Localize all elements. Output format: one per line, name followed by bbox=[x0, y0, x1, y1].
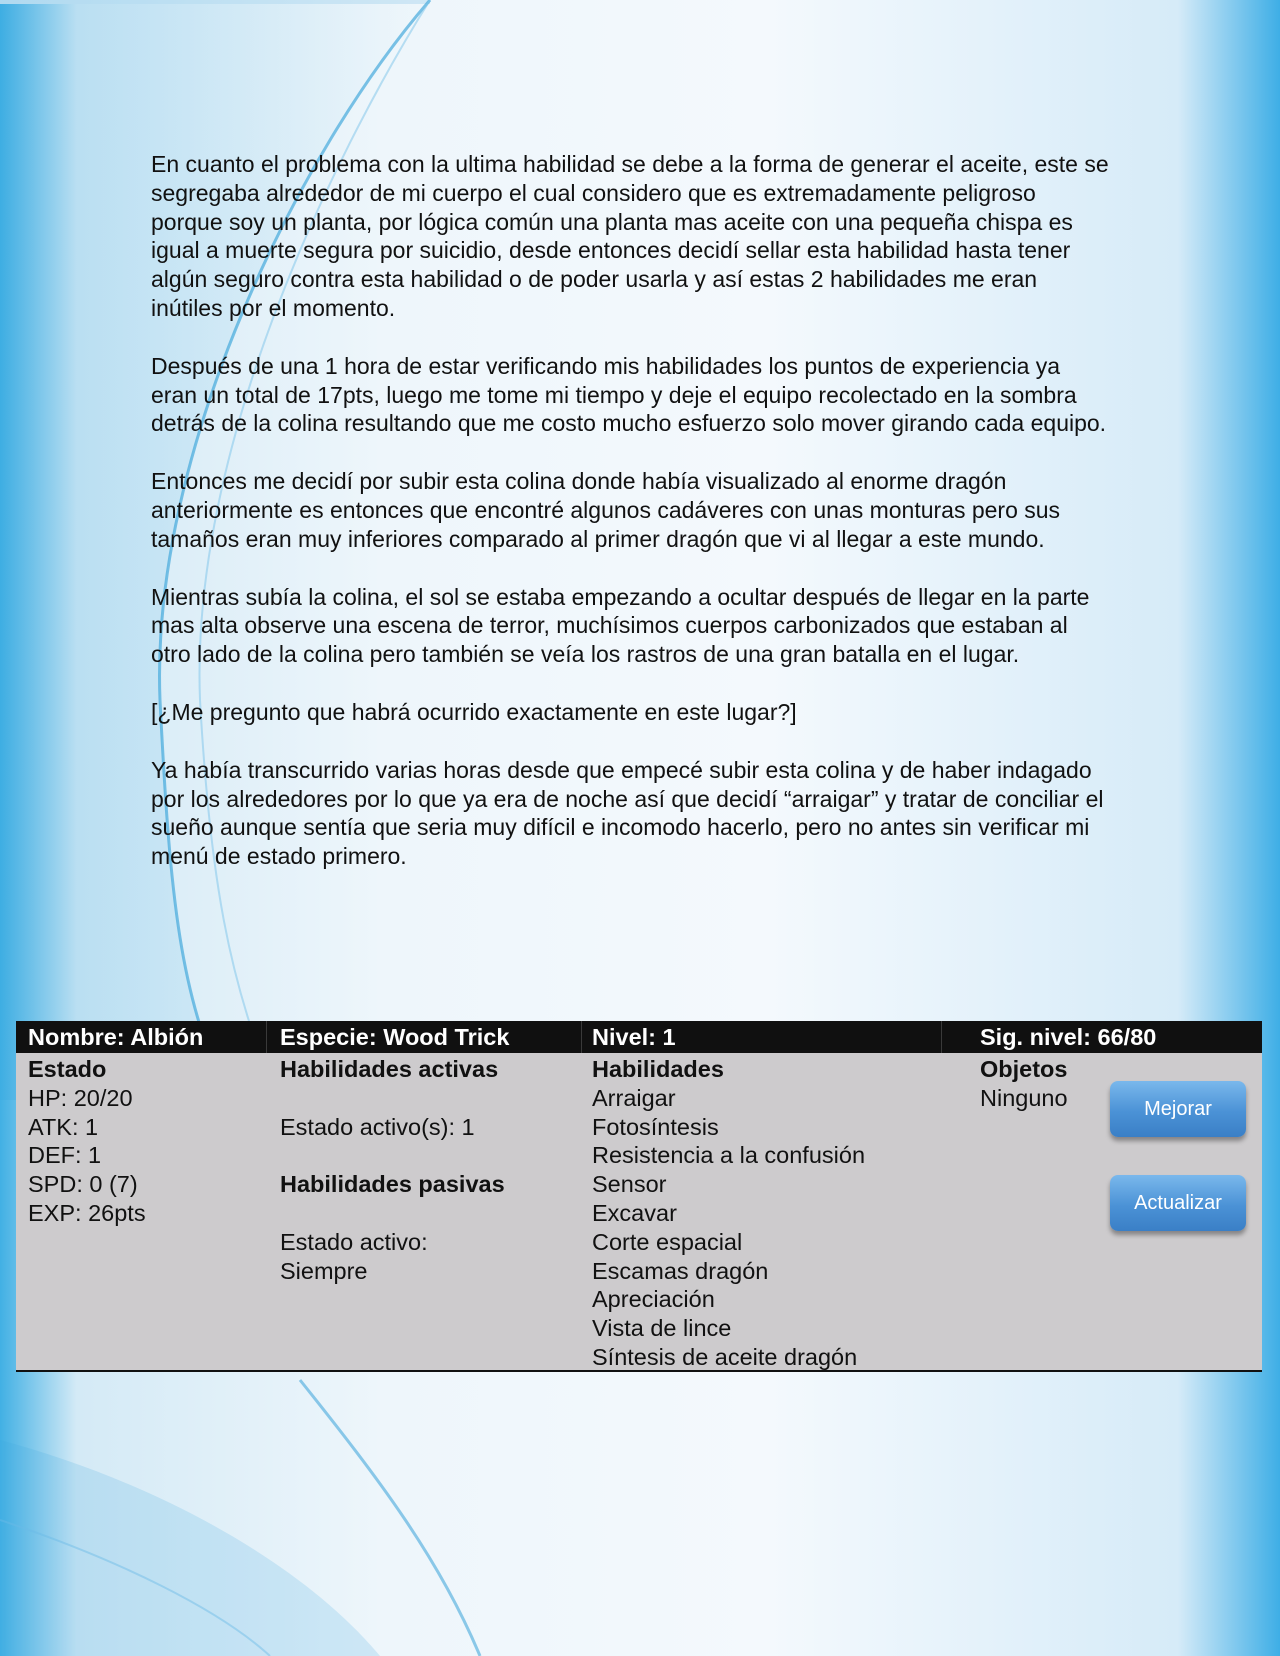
passive-abilities-state-label: Estado activo: bbox=[280, 1228, 428, 1255]
skill-item: Resistencia a la confusión bbox=[592, 1142, 866, 1169]
spacer bbox=[280, 1141, 505, 1170]
next-level-progress: Sig. nivel: 66/80 bbox=[980, 1024, 1157, 1050]
header-divider bbox=[581, 1021, 582, 1053]
skill-item: Apreciación bbox=[592, 1286, 715, 1313]
skills-column bbox=[592, 1055, 865, 1372]
stat-def: DEF: 1 bbox=[28, 1142, 102, 1169]
story-paragraph: En cuanto el problema con la ultima habilidad se debe a la forma de generar el aceite, este se segregaba alrededor de mi cuerpo el cual considero que es extremadamente peligroso porque soy un planta, por lógica común una planta mas aceite con una pequeña chispa es igual a muerte segura por suicidio, desde entonces decidí sellar esta habilidad hasta tener algún seguro contra esta habilidad o de poder usarla y así estas 2 habilidades me eran inútiles por el momento. bbox=[151, 151, 1109, 321]
skill-item: Corte espacial bbox=[592, 1228, 743, 1255]
stat-atk: ATK: 1 bbox=[28, 1113, 99, 1140]
items-value: Ninguno bbox=[980, 1084, 1068, 1111]
items-title: Objetos bbox=[980, 1056, 1068, 1082]
stat-spd: SPD: 0 (7) bbox=[28, 1171, 138, 1198]
character-name: Nombre: Albión bbox=[28, 1024, 204, 1050]
skill-item: Sensor bbox=[592, 1171, 667, 1198]
spacer bbox=[280, 1084, 505, 1113]
items-column bbox=[980, 1055, 1068, 1113]
passive-abilities-state-value: Siempre bbox=[280, 1257, 368, 1284]
passive-abilities-title: Habilidades pasivas bbox=[280, 1171, 505, 1198]
header-divider bbox=[266, 1021, 267, 1053]
update-button[interactable]: Actualizar bbox=[1110, 1175, 1246, 1231]
character-species: Especie: Wood Trick bbox=[280, 1024, 510, 1050]
active-abilities-state: Estado activo(s): 1 bbox=[280, 1113, 475, 1140]
stat-hp: HP: 20/20 bbox=[28, 1084, 133, 1111]
stats-title: Estado bbox=[28, 1056, 107, 1082]
character-level: Nivel: 1 bbox=[592, 1024, 676, 1050]
improve-button[interactable]: Mejorar bbox=[1110, 1081, 1246, 1137]
skill-item: Arraigar bbox=[592, 1084, 676, 1111]
story-paragraph: Después de una 1 hora de estar verificando mis habilidades los puntos de experiencia ya eran un total de 17pts, luego me tome mi tiempo y deje el equipo recolectado en la sombra detrás de la colina resultando que me costo mucho esfuerzo solo mover girando cada equipo. bbox=[151, 352, 1107, 437]
skill-item: Escamas dragón bbox=[592, 1257, 769, 1284]
story-text bbox=[151, 150, 1111, 900]
header-divider bbox=[941, 1021, 942, 1053]
spacer bbox=[280, 1199, 505, 1228]
skill-item: Excavar bbox=[592, 1199, 677, 1226]
stat-exp: EXP: 26pts bbox=[28, 1199, 146, 1226]
active-abilities-title: Habilidades activas bbox=[280, 1056, 499, 1082]
skill-item: Síntesis de aceite dragón bbox=[592, 1343, 858, 1370]
stats-column bbox=[28, 1055, 146, 1228]
story-paragraph: Ya había transcurrido varias horas desde que empecé subir esta colina y de haber indagado por los alrededores por lo que ya era de noche así que decidí “arraigar” y tratar de conciliar el sueño aunque sentía que seria muy difícil e incomodo hacerlo, pero no antes sin verificar mi menú de estado primero. bbox=[151, 756, 1104, 870]
status-header bbox=[16, 1021, 1262, 1053]
story-paragraph: Mientras subía la colina, el sol se estaba empezando a ocultar después de llegar en la parte mas alta observe una escena de terror, muchísimos cuerpos carbonizados que estaban al otro lado de la colina pero también se veía los rastros de una gran batalla en el lugar. bbox=[151, 583, 1090, 668]
skill-item: Vista de lince bbox=[592, 1315, 732, 1342]
status-menu bbox=[16, 1021, 1262, 1372]
abilities-column bbox=[280, 1055, 505, 1285]
story-paragraph: Entonces me decidí por subir esta colina donde había visualizado al enorme dragón anteriormente es entonces que encontré algunos cadáveres con unas monturas pero sus tamaños eran muy inferiores comparado al primer dragón que vi al llegar a este mundo. bbox=[151, 468, 1061, 552]
story-paragraph: [¿Me pregunto que habrá ocurrido exactamente en este lugar?] bbox=[151, 698, 797, 725]
skill-item: Fotosíntesis bbox=[592, 1113, 719, 1140]
skills-title: Habilidades bbox=[592, 1056, 724, 1082]
